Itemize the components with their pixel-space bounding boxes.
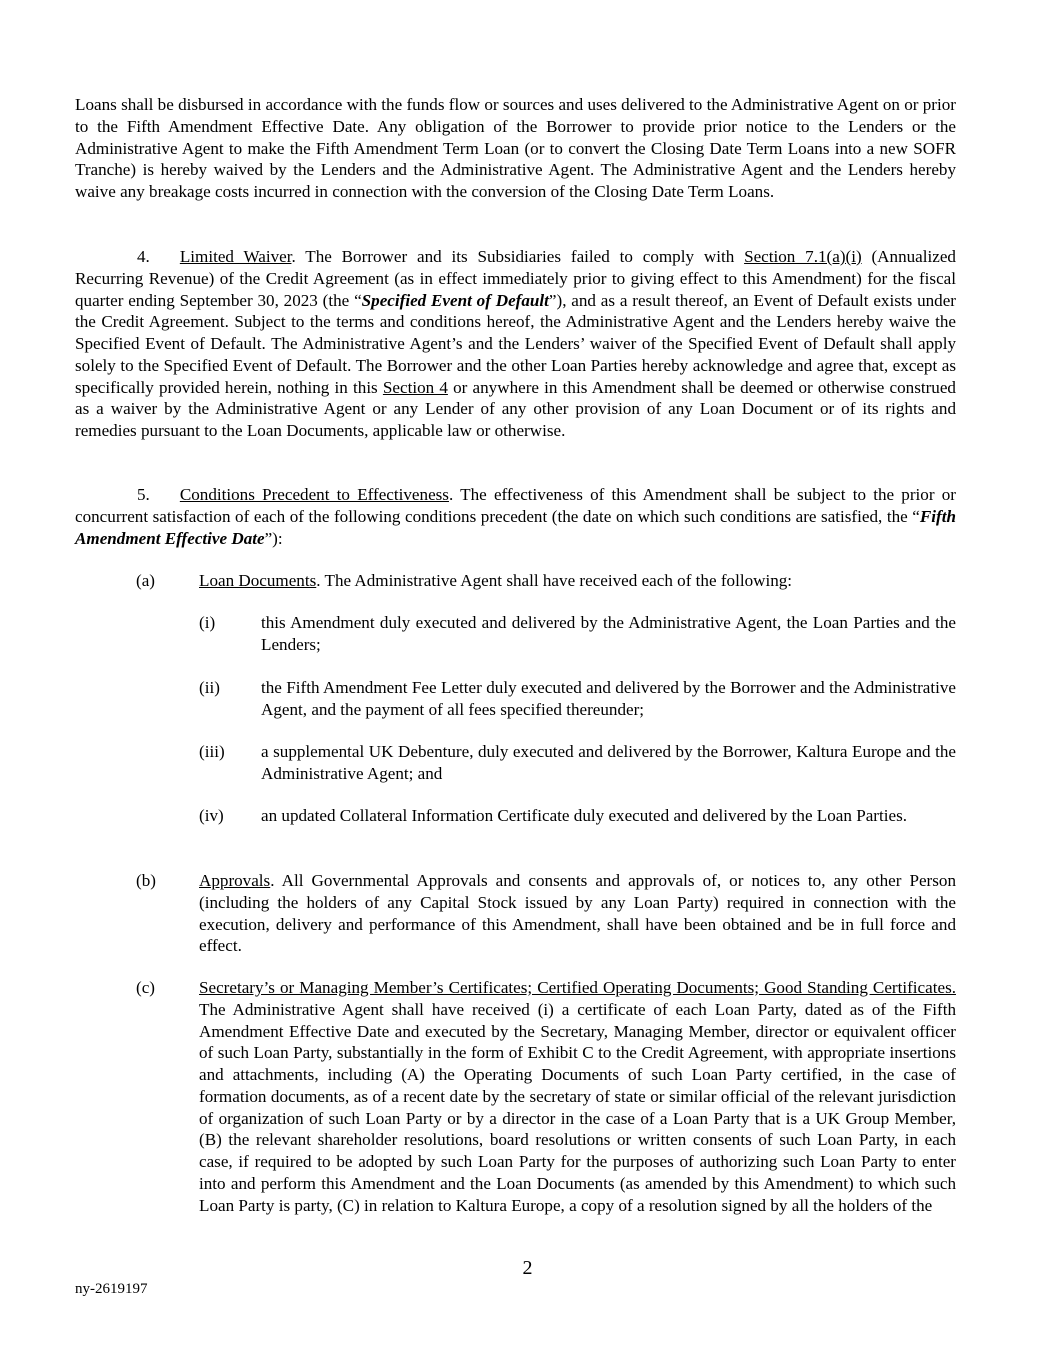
condition-a-label: (a) [136, 571, 155, 590]
section-7-1-a-i-reference: Section 7.1(a)(i) [744, 247, 862, 266]
defined-term-specified-event-of-default: Specified Event of Default [361, 290, 549, 310]
section-4: 4. Limited Waiver. The Borrower and its Subsidiaries failed to comply with Section 7.1(a)(i) (Annualized Recurring Revenue) of the Credit Agreement (as in effect immediately prior to giving effect to this Amendment) for the fiscal quarter ending September 30, 2023 (the “Specified Event of Default”), and as a result thereof, an Event of Default exists under the Credit Agreement. Subject to the terms and conditions hereof, the Administrative Agent and the Lenders hereby waive the Specified Event of Default. The Administrative Agent’s and the Lenders’ waiver of the Specified Event of Default shall apply solely to the Specified Event of Default. The Borrower and the other Loan Parties hereby acknowledge and agree that, except as specifically provided herein, nothing in this Section 4 or anywhere in this Amendment shall be deemed or otherwise construed as a waiver by the Administrative Agent or any Lender of any other provision of any Loan Document or of its rights and remedies pursuant to the Loan Documents, applicable law or otherwise. [75, 247, 956, 440]
document-id: ny-2619197 [75, 1281, 148, 1297]
condition-a-heading: Loan Documents [199, 571, 317, 590]
section-4-number: 4. [137, 247, 150, 266]
intro-paragraph: Loans shall be disbursed in accordance with the funds flow or sources and uses delivered to the Administrative Agent on or prior to the Fifth Amendment Effective Date. Any obligation of the Borrower to provide prior notice to the Lenders or the Administrative Agent to make the Fifth Amendment Term Loan (or to convert the Closing Date Term Loans into a new SOFR Tranche) is hereby waived by the Lenders and the Administrative Agent. The Administrative Agent and the Lenders hereby waive any breakage costs incurred in connection with the conversion of the Closing Date Term Loans. [75, 95, 956, 201]
condition-c-label: (c) [136, 978, 155, 997]
defined-term-fifth-amendment-effective-date: Fifth Amendment Effective Date [75, 506, 956, 548]
condition-b-heading: Approvals [199, 871, 271, 890]
section-5-heading: Conditions Precedent to Effectiveness [179, 485, 449, 504]
section-5-number: 5. [137, 485, 150, 504]
condition-b-label: (b) [136, 871, 156, 890]
section-5: 5. Conditions Precedent to Effectiveness. The effectiveness of this Amendment shall be subject to the prior or concurrent satisfaction of each of the following conditions precedent (the date on which such conditions are satisfied, the “Fifth Amendment Effective Date”): [75, 485, 956, 548]
section-4-heading: Limited Waiver [179, 247, 292, 266]
section-4-reference: Section 4 [382, 377, 448, 397]
document-page: Loans shall be disbursed in accordance with the funds flow or sources and uses delivered to the Administrative Agent on or prior to the Fifth Amendment Effective Date. Any obligation of the Borrower to provide prior notice to the Lenders or the Administrative Agent to make the Fifth Amendment Term Loan (or to convert the Closing Date Term Loans into a new SOFR Tranche) is hereby waived by the Lenders and the Administrative Agent. The Administrative Agent and the Lenders hereby waive any breakage costs incurred in connection with the conversion of the Closing Date Term Loans. 4. Limited Waiver. The Borrower and its Subsidiaries failed to comply with Section 7.1(a)(i) (Annualized Recurring Revenue) of the Credit Agreement (as in effect immediately prior to giving effect to this Amendment) for the fiscal quarter ending September 30, 2023 (the “Specified Event of Default”), and as a result thereof, an Event of Default exists under the Credit Agreement. Subject to the terms and conditions hereof, the Administrative Agent and the Lenders hereby waive the Specified Event of Default. The Administrative Agent’s and the Lenders’ waiver of the Specified Event of Default shall apply solely to the Specified Event of Default. The Borrower and the other Loan Parties hereby acknowledge and agree that, except as specifically provided herein, nothing in this Section 4 or anywhere in this Amendment shall be deemed or otherwise construed as a waiver by the Administrative Agent or any Lender of any other provision of any Loan Document or of its rights and remedies pursuant to the Loan Documents, applicable law or otherwise. 5. Conditions Precedent to Effectiveness. The effectiveness of this Amendment shall be subject to the prior or concurrent satisfaction of each of the following conditions precedent (the date on which such conditions are satisfied, the “Fifth Amendment Effective Date”): (a) Loan Documents. The Administrative Agent shall have received each of the following: (i) this Amendment duly executed and delivered by the Administrative Agent, the Loan Parties and the Lenders; (ii) the Fifth Amendment Fee Letter duly executed and delivered by the Borrower and the Administrative Agent, and the payment of all fees specified thereunder; (iii) a supplemental UK Debenture, duly executed and delivered by the Borrower, Kaltura Europe and the Administrative Agent; and (iv) an updated Collateral Information Certificate duly executed and delivered by the Loan Parties. (b) Approvals. All Governmental Approvals and consents and approvals of, or notices to, any other Person (including the holders of any Capital Stock issued by any Loan Party) required in connection with the execution, delivery and performance of this Amendment, shall have been obtained and be in full force and effect. (c) Secretary’s or Managing Member’s Certificates; Certified Operating Documents; Good Standing Certificates. The Administrative Agent shall have received (i) a certificate of each Loan Party, dated as of the Fifth Amendment Effective Date and executed by the Secretary, Managing Member, director or equivalent officer of such Loan Party, substantially in the form of Exhibit C to the Credit Agreement, with appropriate insertions and attachments, including (A) the Operating Documents of such Loan Party certified, in the case of formation documents, as of a recent date by the secretary of state or similar official of the relevant jurisdiction of organization of such Loan Party or by a director in the case of a Loan Party that is a UK Group Member, (B) the relevant shareholder resolutions, board resolutions or written consents of such Loan Party, in each case, if required to be adopted by such Loan Party for the purposes of authorizing such Loan Party to enter into and perform this Amendment and the Loan Documents (as amended by this Amendment) to which such Loan Party is party, (C) in relation to Kaltura Europe, a copy of a resolution signed by all the holders of the 2 ny-2619197 [0, 0, 1055, 1365]
condition-c-heading: Secretary’s or Managing Member’s Certificates; Certified Operating Documents; Good Standing Certificates. [199, 978, 956, 997]
page-number: 2 [522, 1257, 533, 1279]
